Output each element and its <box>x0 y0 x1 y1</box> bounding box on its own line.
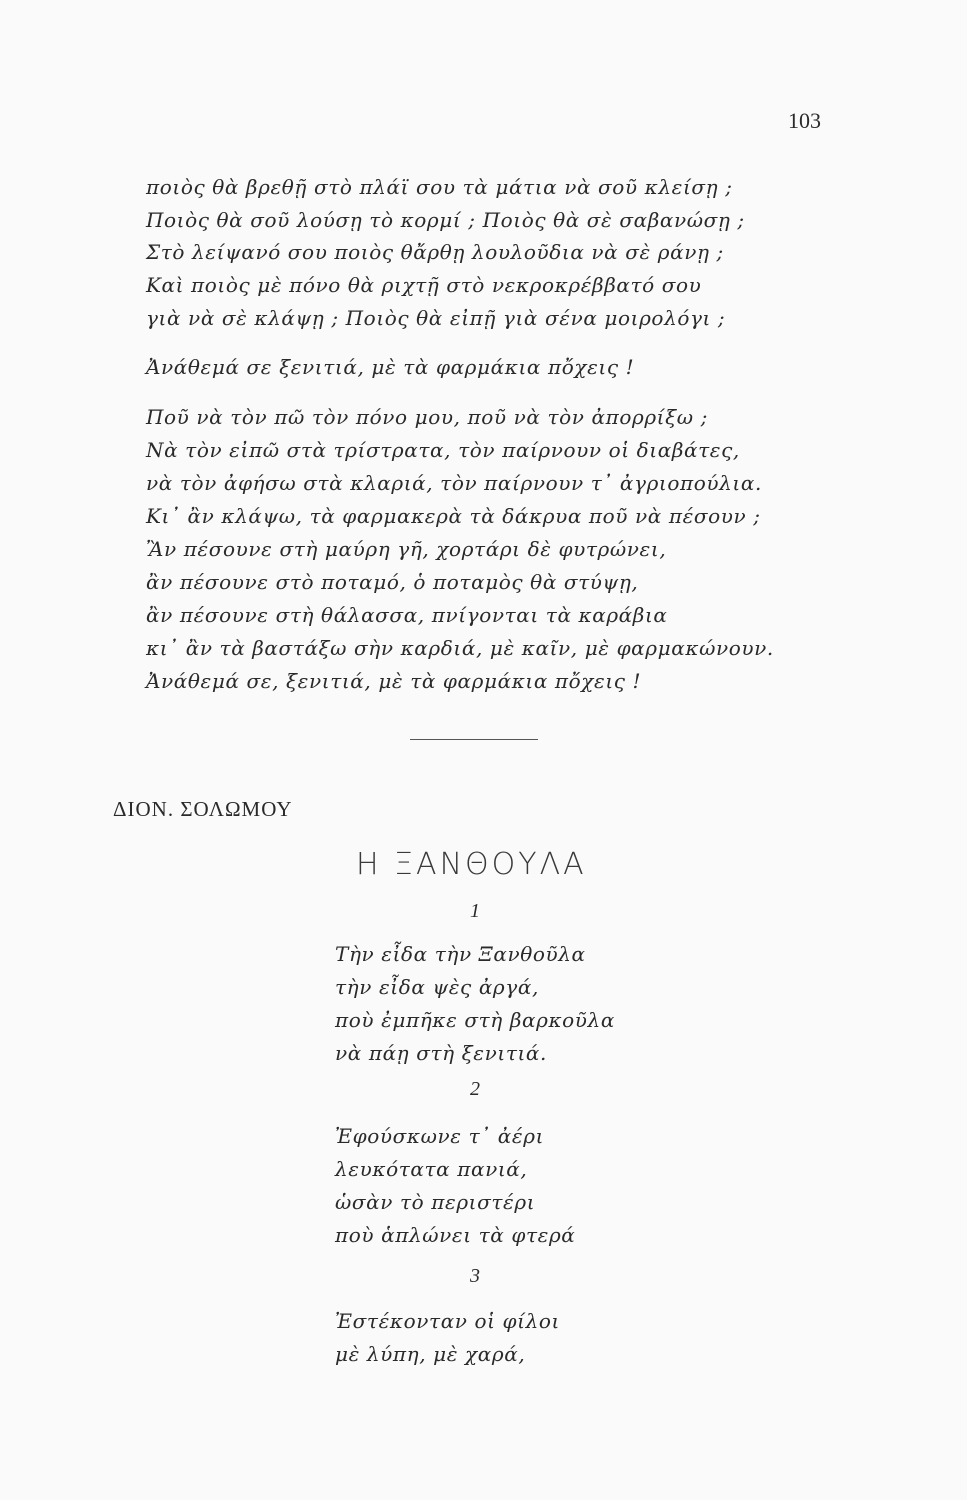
poem-title: Η ΞΑΝΘΟΥΛΑ <box>356 847 587 882</box>
verse-line: τὴν εἶδα ψὲς ἀργά, <box>335 975 539 999</box>
verse-line: λευκότατα πανιά, <box>335 1157 528 1181</box>
stanza-number: 2 <box>470 1078 480 1100</box>
verse-line: Ποῦ νὰ τὸν πῶ τὸν πόνο μου, ποῦ νὰ τὸν ἀπορρίξω ; <box>146 405 708 429</box>
refrain-line: Ἀνάθεμά σε ξενιτιά, μὲ τὰ φαρμάκια πὄχεις ! <box>146 355 635 379</box>
stanza-number: 3 <box>470 1265 480 1287</box>
verse-line: ποιὸς θὰ βρεθῇ στὸ πλάϊ σου τὰ μάτια νὰ σοῦ κλείσῃ ; <box>146 175 733 199</box>
verse-line: Καὶ ποιὸς μὲ πόνο θὰ ριχτῇ στὸ νεκροκρέββατό σου <box>146 273 702 297</box>
verse-line: Ἐστέκονταν οἱ φίλοι <box>335 1309 560 1333</box>
verse-line: Νὰ τὸν εἰπῶ στὰ τρίστρατα, τὸν παίρνουν οἱ διαβάτες, <box>146 438 740 462</box>
author-name: ΔΙΟΝ. ΣΟΛΩΜΟΥ <box>113 797 293 821</box>
page-number: 103 <box>788 108 821 133</box>
verse-line: ποὺ ἁπλώνει τὰ φτερά <box>335 1223 576 1247</box>
verse-line: νὰ πάῃ στὴ ξενιτιά. <box>335 1041 547 1065</box>
verse-line: νὰ τὸν ἀφήσω στὰ κλαριά, τὸν παίρνουν τ᾿ ἀγριοπούλια. <box>146 471 762 495</box>
verse-line: γιὰ νὰ σὲ κλάψῃ ; Ποιὸς θὰ εἰπῇ γιὰ σένα μοιρολόγι ; <box>146 306 726 330</box>
verse-line: μὲ λύπη, μὲ χαρά, <box>335 1342 526 1366</box>
verse-line: ὡσὰν τὸ περιστέρι <box>335 1190 536 1214</box>
verse-line: ἂν πέσουνε στὸ ποταμό, ὁ ποταμὸς θὰ στύψῃ, <box>146 570 639 594</box>
verse-line: ποὺ ἐμπῆκε στὴ βαρκοῦλα <box>335 1008 615 1032</box>
verse-line: Στὸ λείψανό σου ποιὸς θἄρθῃ λουλοῦδια νὰ σὲ ράνῃ ; <box>146 240 724 264</box>
verse-line: κι᾿ ἂν τὰ βαστάξω σὴν καρδιά, μὲ καῖν, μὲ φαρμακώνουν. <box>146 636 774 660</box>
verse-line: Ποιὸς θὰ σοῦ λούσῃ τὸ κορμί ; Ποιὸς θὰ σὲ σαβανώσῃ ; <box>146 208 745 232</box>
stanza-number: 1 <box>470 900 480 922</box>
verse-line: Ἂν πέσουνε στὴ μαύρη γῆ, χορτάρι δὲ φυτρώνει, <box>146 537 667 561</box>
refrain-line: Ἀνάθεμά σε, ξενιτιά, μὲ τὰ φαρμάκια πὄχεις ! <box>146 669 642 693</box>
verse-line: ἂν πέσουνε στὴ θάλασσα, πνίγονται τὰ καράβια <box>146 603 668 627</box>
verse-line: Ἐφούσκωνε τ᾿ ἀέρι <box>335 1124 545 1148</box>
section-divider <box>410 739 538 740</box>
verse-line: Κι᾿ ἂν κλάψω, τὰ φαρμακερὰ τὰ δάκρυα ποῦ νὰ πέσουν ; <box>146 504 761 528</box>
verse-line: Τὴν εἶδα τὴν Ξανθοῦλα <box>335 942 586 966</box>
